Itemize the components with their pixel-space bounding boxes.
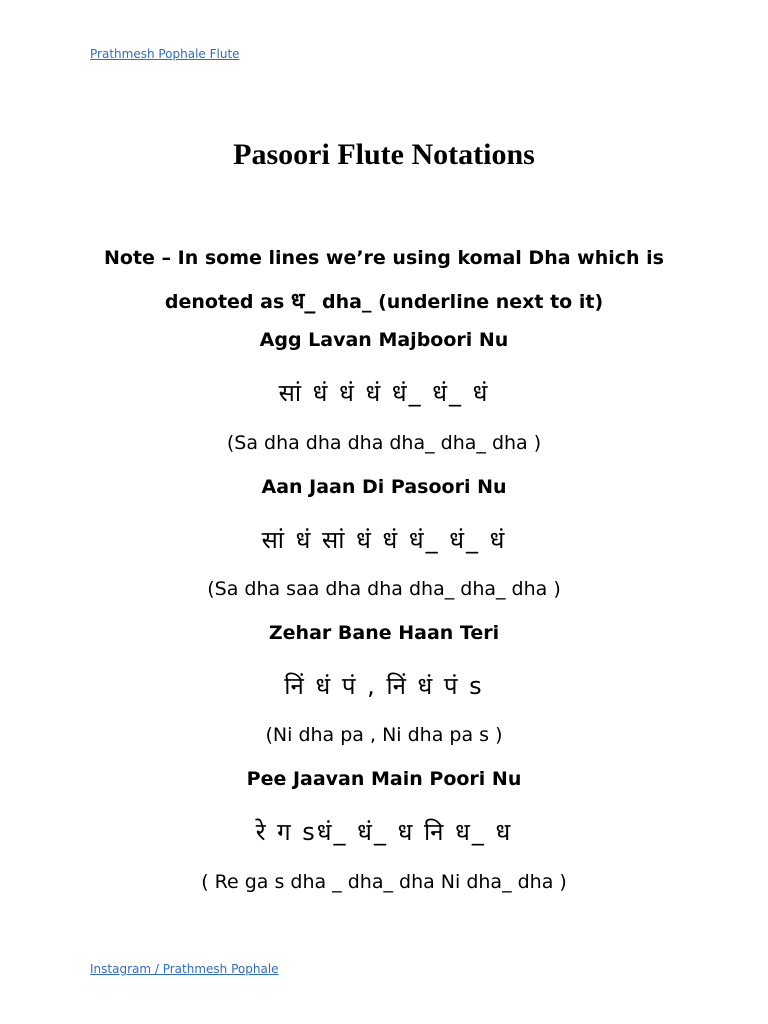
devanagari-notation-4: रे ग sधं_ धं_ ध नि ध_ ध xyxy=(255,818,513,846)
devanagari-notation-3: निं धं पं , निं धं पं s xyxy=(284,672,484,700)
note-text-start: Note – In some lines we’re using komal Dha which is denoted as xyxy=(104,247,664,313)
lyric-line-1: Agg Lavan Majboori Nu xyxy=(259,329,509,351)
roman-notation-4: ( Re ga s dha _ dha_ dha Ni dha_ dha ) xyxy=(201,871,567,893)
lyric-line-3: Zehar Bane Haan Teri xyxy=(268,622,500,644)
header-link[interactable]: Prathmesh Pophale Flute xyxy=(90,47,240,61)
komal-dha-symbol: ध_ xyxy=(290,289,316,314)
roman-notation-3: (Ni dha pa , Ni dha pa s ) xyxy=(265,724,503,746)
note-text-end: dha_ (underline next to it) xyxy=(315,291,604,313)
page-title: Pasoori Flute Notations xyxy=(233,138,535,171)
devanagari-notation-2: सां धं सां धं धं धं_ धं_ धं xyxy=(261,526,507,554)
lyric-line-2: Aan Jaan Di Pasoori Nu xyxy=(261,476,507,498)
devanagari-notation-1: सां धं धं धं धं_ धं_ धं xyxy=(278,379,490,407)
lyric-line-4: Pee Jaavan Main Poori Nu xyxy=(246,768,522,790)
roman-notation-1: (Sa dha dha dha dha_ dha_ dha ) xyxy=(226,432,542,454)
note-paragraph xyxy=(90,236,678,324)
roman-notation-2: (Sa dha saa dha dha dha_ dha_ dha ) xyxy=(207,578,561,600)
footer-link[interactable]: Instagram / Prathmesh Pophale xyxy=(90,962,279,976)
